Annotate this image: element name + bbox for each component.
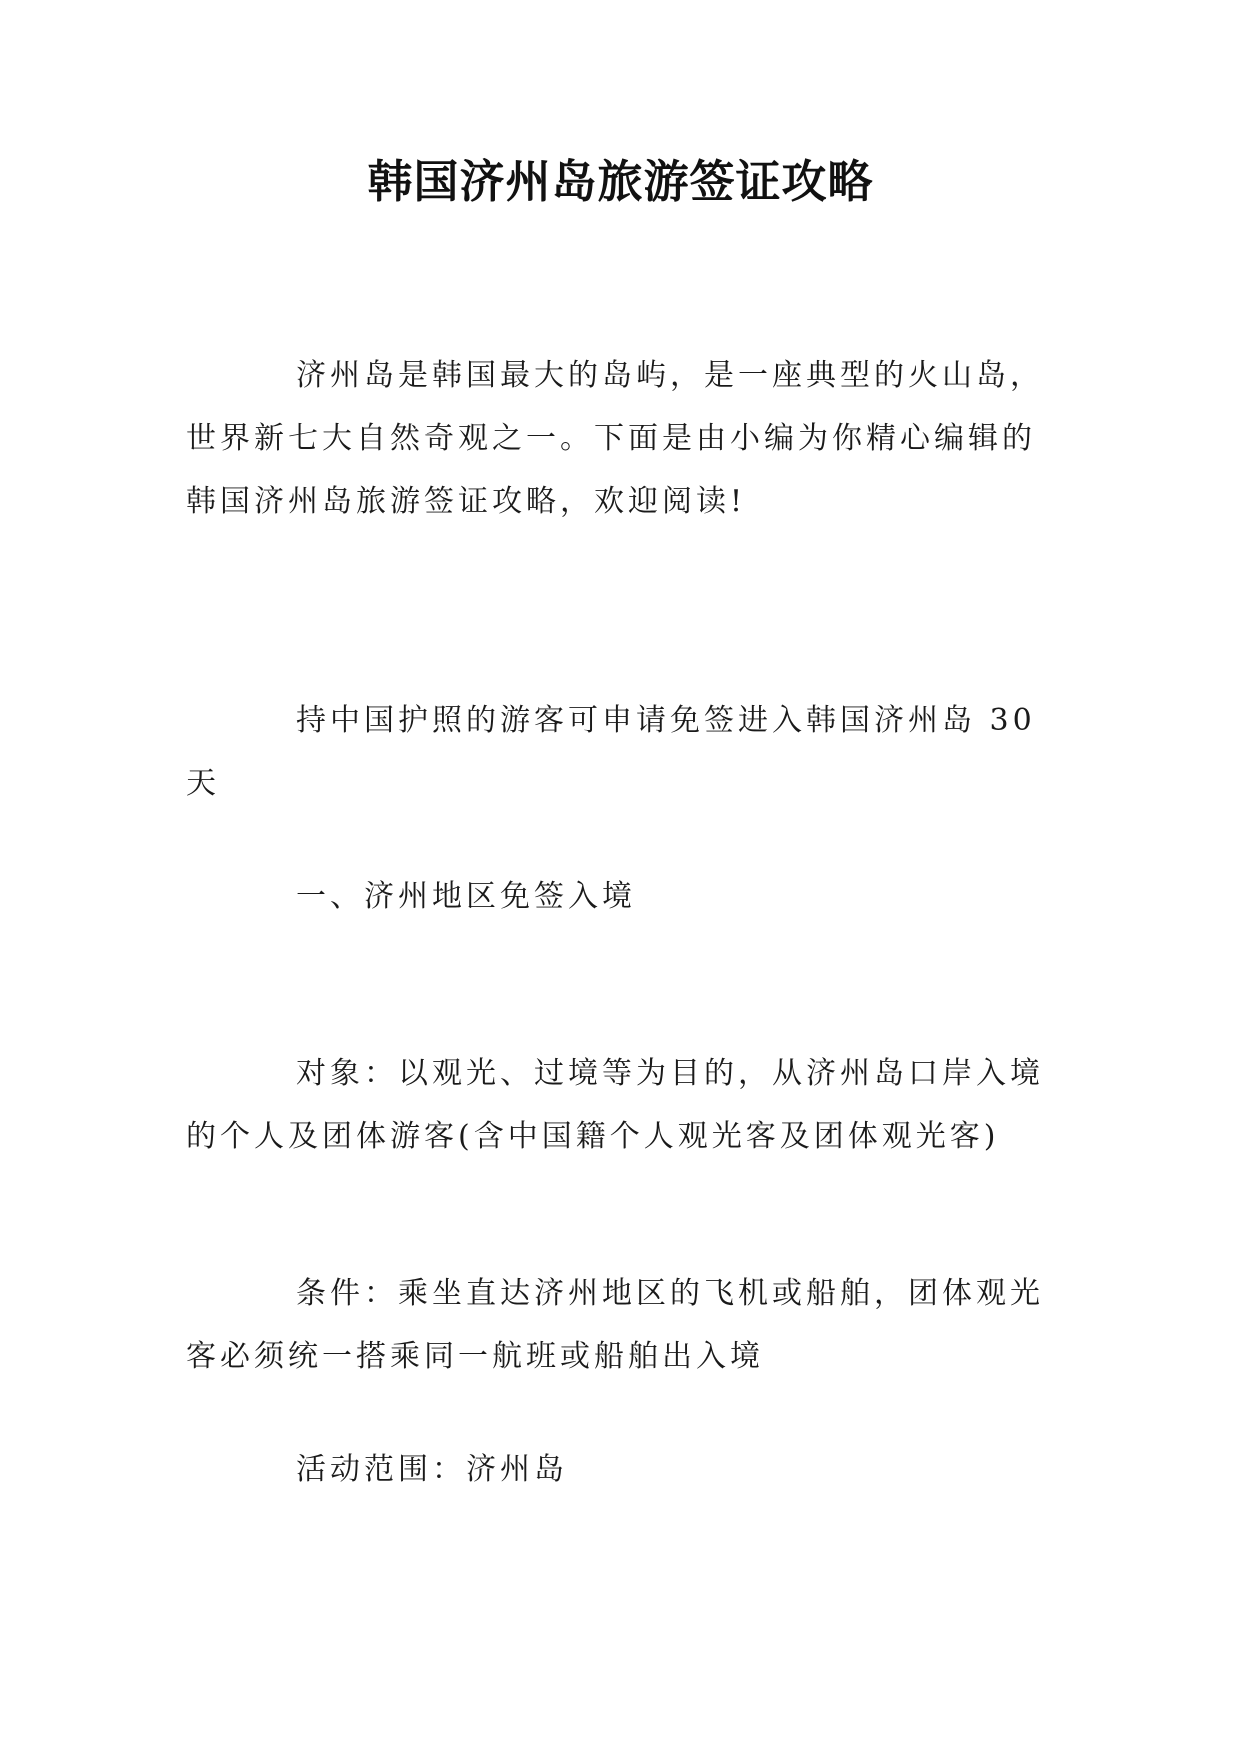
activity-scope-paragraph: 活动范围：济州岛 [296, 1452, 568, 1487]
conditions-paragraph: 条件：乘坐直达济州地区的飞机或船舶，团体观光客必须统一搭乘同一航班或船舶出入境 [186, 1276, 1044, 1374]
visa-free-paragraph: 持中国护照的游客可申请免签进入韩国济州岛 30 天 [186, 703, 1036, 801]
section-heading-jeju-visa-free: 一、济州地区免签入境 [296, 879, 636, 914]
eligibility-paragraph: 对象：以观光、过境等为目的，从济州岛口岸入境的个人及团体游客(含中国籍个人观光客及团体观光客) [186, 1056, 1044, 1154]
intro-paragraph: 济州岛是韩国最大的岛屿，是一座典型的火山岛，世界新七大自然奇观之一。下面是由小编为你精心编辑的韩国济州岛旅游签证攻略，欢迎阅读! [186, 358, 1044, 519]
document-title: 韩国济州岛旅游签证攻略 [367, 155, 874, 208]
